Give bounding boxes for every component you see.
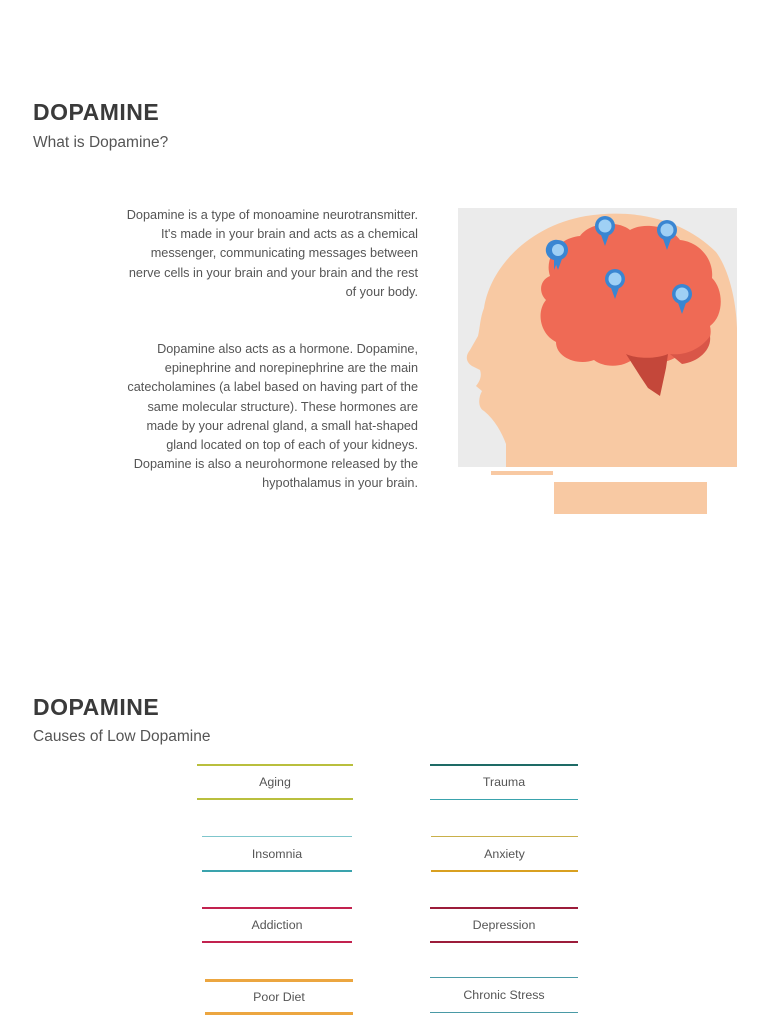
cause-card-anxiety	[431, 836, 578, 872]
cause-card-aging	[197, 764, 353, 800]
cause-label: Addiction	[251, 918, 303, 932]
card-bottom-line	[430, 799, 578, 800]
card-top-line	[430, 764, 578, 766]
cause-card-trauma	[430, 764, 578, 800]
card-top-line	[205, 979, 353, 982]
brain-icon	[541, 224, 721, 366]
cause-label: Poor Diet	[253, 990, 305, 1004]
card-top-line	[197, 764, 353, 766]
cause-card-chronic-stress	[430, 977, 578, 1013]
card-bottom-line	[205, 1012, 353, 1015]
description-paragraph-1: Dopamine is a type of monoamine neurotransmitter. It's made in your brain and acts as a chemical messenger, communicating messages between nerve cells in your brain and your brain and the rest of your body.	[126, 208, 418, 299]
card-top-line	[430, 907, 578, 909]
card-top-line	[430, 977, 578, 978]
cause-label: Depression	[472, 918, 536, 932]
head-brain-illustration	[458, 208, 737, 514]
card-bottom-line	[197, 798, 353, 800]
neck-shape	[554, 482, 707, 514]
card-bottom-line	[430, 941, 578, 943]
cause-label: Aging	[259, 775, 291, 789]
cause-card-insomnia	[202, 836, 352, 872]
chin-shadow	[491, 471, 553, 475]
cause-label: Trauma	[482, 775, 526, 789]
cause-card-addiction	[202, 907, 352, 943]
description-paragraph-2: Dopamine also acts as a hormone. Dopamine, epinephrine and norepinephrine are the main catecholamines (a label based on having part of the same molecular structure). These hormones are made by your adrenal gland, a small hat-shaped gland located on top of each of your kidneys. Dopamine is also a neurohormone released by the hypothalamus in your brain.	[127, 342, 418, 491]
cause-card-poor-diet	[205, 979, 353, 1015]
cause-label: Anxiety	[484, 847, 525, 861]
cause-card-depression	[430, 907, 578, 943]
card-bottom-line	[430, 1012, 578, 1013]
card-top-line	[202, 836, 352, 837]
section-subtitle: Causes of Low Dopamine	[33, 728, 211, 745]
card-top-line	[431, 836, 578, 837]
card-bottom-line	[431, 870, 578, 872]
section-subtitle: What is Dopamine?	[33, 134, 169, 151]
section-title: DOPAMINE	[33, 694, 160, 720]
section-title: DOPAMINE	[33, 99, 160, 125]
card-top-line	[202, 907, 352, 909]
card-bottom-line	[202, 870, 352, 872]
cause-label: Insomnia	[251, 847, 303, 861]
cause-label: Chronic Stress	[463, 988, 545, 1002]
card-bottom-line	[202, 941, 352, 943]
